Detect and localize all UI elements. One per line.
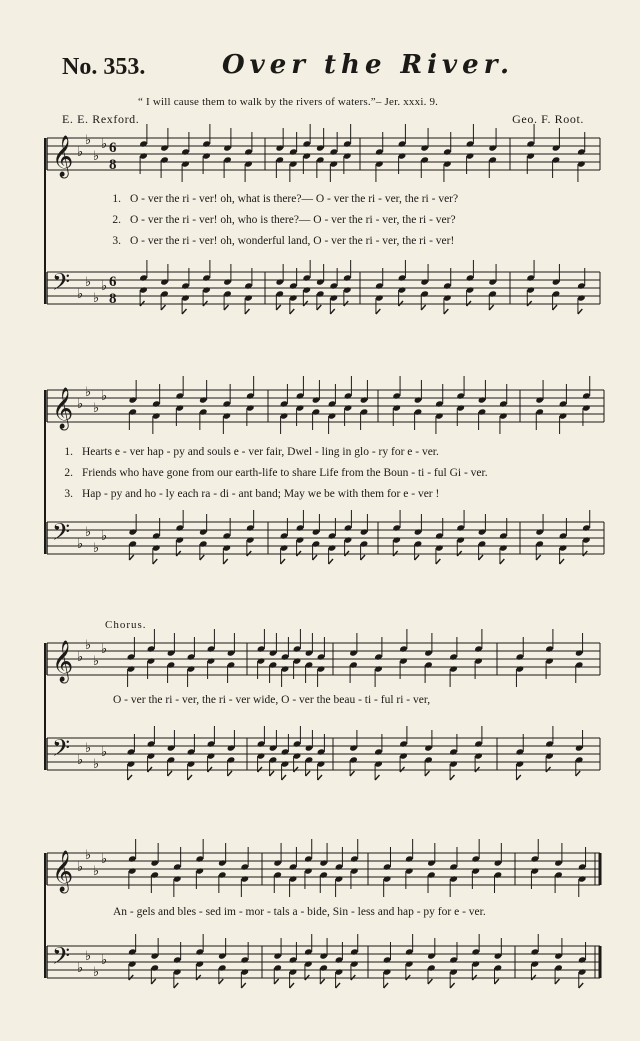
- verse-number: 3.: [64, 488, 73, 500]
- verse-3-line-a: [103, 235, 640, 247]
- note-flag: [270, 771, 274, 776]
- note-flag: [281, 559, 285, 564]
- note-flag: [421, 305, 425, 310]
- note-flag: [428, 979, 432, 984]
- flat-icon: ♭: [93, 864, 100, 879]
- note-flag: [245, 309, 249, 314]
- verse-text: Friends who have gone from our earth-life to share Life from the Boun - ti - ful Gi - ver.: [82, 467, 488, 479]
- flat-icon: ♭: [101, 279, 108, 294]
- note-flag: [188, 775, 192, 780]
- flat-icon: ♭: [85, 949, 92, 964]
- note-flag: [174, 983, 178, 988]
- note-flag: [290, 309, 294, 314]
- note-flag: [489, 305, 493, 310]
- flat-icon: ♭: [85, 275, 92, 290]
- chorus-line-2: An - gels and bles - sed im - mor - tals a - bide, Sin - less and hap - py for e - ver.: [113, 906, 486, 918]
- note-flag: [317, 305, 321, 310]
- flat-icon: ♭: [77, 961, 84, 976]
- verse-1-line-a: [103, 193, 640, 205]
- verse-number: 3.: [112, 235, 121, 247]
- flat-icon: ♭: [77, 650, 84, 665]
- flat-icon: ♭: [77, 145, 84, 160]
- note-flag: [336, 983, 340, 988]
- flat-icon: ♭: [77, 537, 84, 552]
- flat-icon: ♭: [101, 389, 108, 404]
- flat-icon: ♭: [93, 291, 100, 306]
- lyricist-credit: E. E. Rexford.: [62, 112, 140, 126]
- flat-icon: ♭: [77, 397, 84, 412]
- note-flag: [436, 559, 440, 564]
- bass-clef-icon: 𝄢: [52, 268, 71, 301]
- treble-clef-icon: 𝄞: [52, 851, 74, 892]
- note-flag: [384, 983, 388, 988]
- flat-icon: ♭: [93, 149, 100, 164]
- treble-clef-icon: 𝄞: [52, 136, 74, 177]
- note-flag: [151, 979, 155, 984]
- note-flag: [376, 309, 380, 314]
- note-flag: [129, 555, 133, 560]
- note-flag: [153, 559, 157, 564]
- note-flag: [313, 555, 317, 560]
- note-flag: [282, 775, 286, 780]
- note-flag: [318, 775, 322, 780]
- flat-icon: ♭: [77, 287, 84, 302]
- flat-icon: ♭: [93, 541, 100, 556]
- note-flag: [450, 983, 454, 988]
- verse-number: 1.: [64, 446, 73, 458]
- verse-number: 2.: [64, 467, 73, 479]
- hymn-title: Over the River.: [222, 50, 515, 80]
- note-flag: [329, 559, 333, 564]
- flat-icon: ♭: [85, 133, 92, 148]
- flat-icon: ♭: [101, 953, 108, 968]
- flat-icon: ♭: [85, 848, 92, 863]
- note-flag: [228, 771, 232, 776]
- note-flag: [479, 555, 483, 560]
- verse-text: Hap - py and ho - ly each ra - di - ant band; May we be with them for e - ver !: [82, 488, 440, 500]
- verse-number: 2.: [112, 214, 121, 226]
- note-flag: [168, 771, 172, 776]
- verse-2-line-b: [55, 467, 640, 479]
- note-flag: [579, 983, 583, 988]
- flat-icon: ♭: [77, 753, 84, 768]
- bass-clef-icon: 𝄢: [52, 518, 71, 551]
- time-signature: 6: [109, 140, 117, 156]
- note-flag: [500, 559, 504, 564]
- note-flag: [200, 555, 204, 560]
- note-flag: [290, 983, 294, 988]
- verse-1-line-b: [55, 446, 640, 458]
- note-flag: [274, 979, 278, 984]
- flat-icon: ♭: [93, 401, 100, 416]
- verse-text: Hearts e - ver hap - py and souls e - ver fair, Dwel - ling in glo - ry for e - ver.: [82, 446, 439, 458]
- flat-icon: ♭: [93, 654, 100, 669]
- note-flag: [128, 775, 132, 780]
- note-flag: [361, 555, 365, 560]
- verse-number: 1.: [112, 193, 121, 205]
- scripture-epigraph: “ I will cause them to walk by the rivers of waters.”– Jer. xxxi. 9.: [138, 96, 439, 108]
- note-flag: [182, 309, 186, 314]
- note-flag: [444, 309, 448, 314]
- time-signature: 6: [109, 274, 117, 290]
- flat-icon: ♭: [101, 137, 108, 152]
- flat-icon: ♭: [85, 741, 92, 756]
- note-flag: [425, 771, 429, 776]
- note-flag: [450, 775, 454, 780]
- note-flag: [560, 559, 564, 564]
- verse-text: O - ver the ri - ver! oh, what is there?— O - ver the ri - ver, the ri - ver?: [130, 193, 459, 205]
- note-flag: [241, 983, 245, 988]
- note-flag: [161, 305, 165, 310]
- composer-credit: Geo. F. Root.: [512, 112, 584, 126]
- verse-text: O - ver the ri - ver! oh, wonderful land, O - ver the ri - ver, the ri - ver!: [130, 235, 455, 247]
- treble-clef-icon: 𝄞: [52, 641, 74, 682]
- verse-2-line-a: [103, 214, 640, 226]
- note-flag: [219, 979, 223, 984]
- chorus-line-1: O - ver the ri - ver, the ri - ver wide, O - ver the beau - ti - ful ri - ver,: [113, 694, 431, 706]
- note-flag: [375, 775, 379, 780]
- note-flag: [223, 559, 227, 564]
- note-flag: [330, 309, 334, 314]
- verse-3-line-b: [55, 488, 640, 500]
- flat-icon: ♭: [77, 860, 84, 875]
- verse-text: O - ver the ri - ver! oh, who is there?— O - ver the ri - ver, the ri - ver?: [130, 214, 456, 226]
- note-flag: [576, 771, 580, 776]
- flat-icon: ♭: [101, 852, 108, 867]
- time-signature: 8: [109, 157, 117, 173]
- flat-icon: ♭: [101, 529, 108, 544]
- note-flag: [536, 555, 540, 560]
- bass-clef-icon: 𝄢: [52, 734, 71, 767]
- note-flag: [495, 979, 499, 984]
- flat-icon: ♭: [93, 757, 100, 772]
- chorus-label: Chorus.: [105, 619, 147, 631]
- flat-icon: ♭: [85, 638, 92, 653]
- time-signature: 8: [109, 291, 117, 307]
- note-flag: [320, 979, 324, 984]
- hymn-number: No. 353.: [62, 54, 146, 80]
- note-flag: [516, 775, 520, 780]
- note-flag: [306, 771, 310, 776]
- flat-icon: ♭: [101, 745, 108, 760]
- flat-icon: ♭: [85, 385, 92, 400]
- note-flag: [578, 309, 582, 314]
- treble-clef-icon: 𝄞: [52, 388, 74, 429]
- note-flag: [415, 555, 419, 560]
- flat-icon: ♭: [93, 965, 100, 980]
- note-flag: [553, 305, 557, 310]
- note-flag: [350, 771, 354, 776]
- note-flag: [555, 979, 559, 984]
- flat-icon: ♭: [101, 642, 108, 657]
- note-flag: [224, 305, 228, 310]
- bass-clef-icon: 𝄢: [52, 942, 71, 975]
- note-flag: [276, 305, 280, 310]
- flat-icon: ♭: [85, 525, 92, 540]
